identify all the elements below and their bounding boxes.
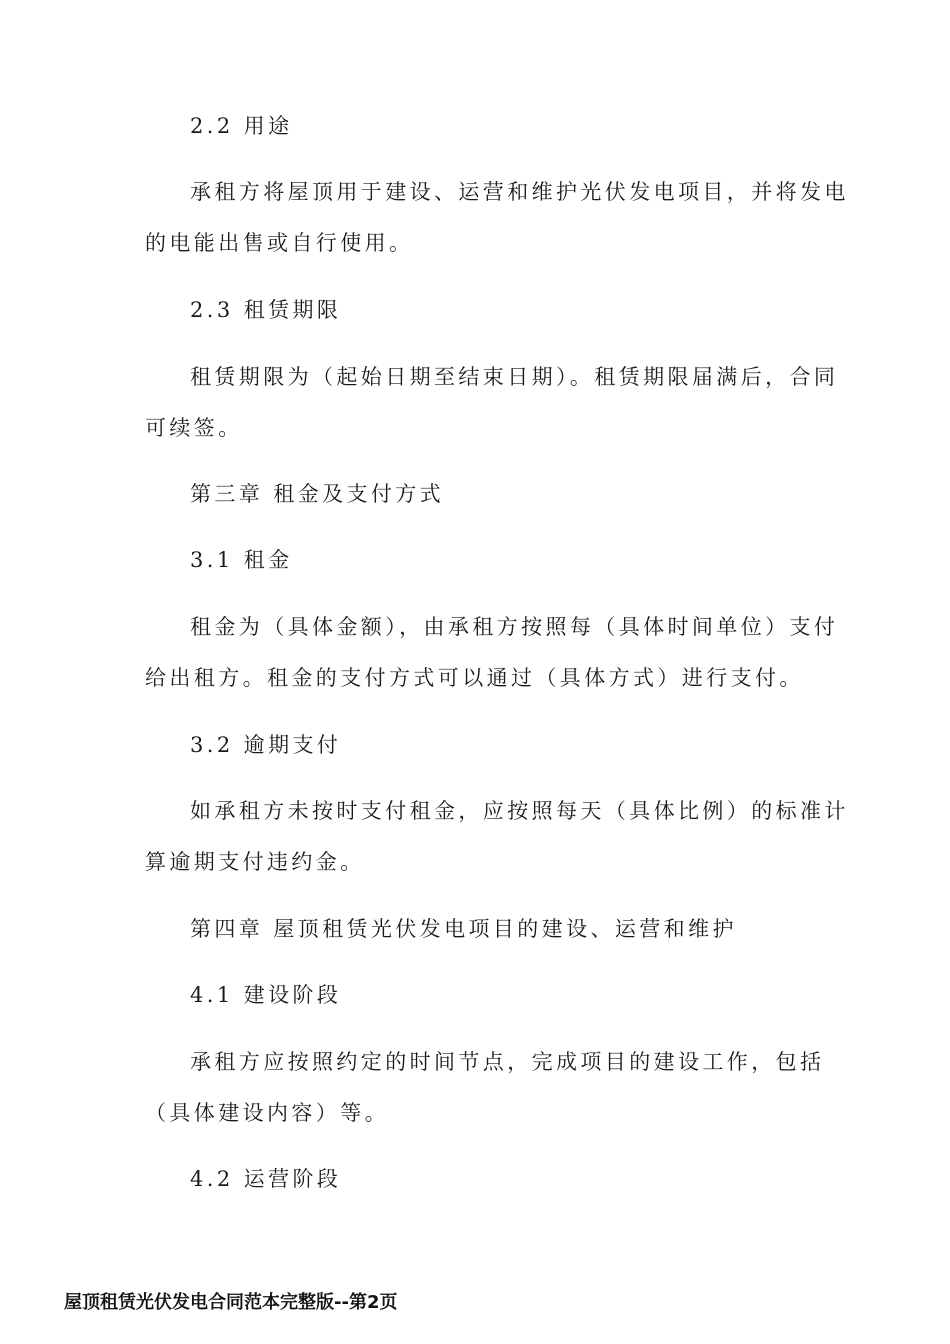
- heading-2-3: 2.3 租赁期限: [190, 298, 342, 322]
- heading-4-2: 4.2 运营阶段: [190, 1167, 342, 1191]
- heading-3-1: 3.1 租金: [190, 548, 293, 572]
- paragraph-line: 租金为（具体金额），由承租方按照每（具体时间单位）支付: [190, 615, 839, 639]
- chapter-4-title: 第四章 屋顶租赁光伏发电项目的建设、运营和维护: [190, 917, 737, 941]
- paragraph-line: 可续签。: [145, 416, 243, 440]
- chapter-3-title: 第三章 租金及支付方式: [190, 482, 445, 506]
- paragraph-line: （具体建设内容）等。: [145, 1101, 389, 1125]
- paragraph-line: 承租方应按照约定的时间节点，完成项目的建设工作，包括: [190, 1050, 825, 1074]
- paragraph-line: 给出租方。租金的支付方式可以通过（具体方式）进行支付。: [145, 666, 804, 690]
- paragraph-line: 如承租方未按时支付租金，应按照每天（具体比例）的标准计: [190, 799, 849, 823]
- page-footer: 屋顶租赁光伏发电合同范本完整版--第2页: [64, 1292, 398, 1313]
- paragraph-line: 算逾期支付违约金。: [145, 850, 365, 874]
- heading-4-1: 4.1 建设阶段: [190, 983, 342, 1007]
- paragraph-line: 承租方将屋顶用于建设、运营和维护光伏发电项目，并将发电: [190, 180, 849, 204]
- paragraph-line: 租赁期限为（起始日期至结束日期）。租赁期限届满后，合同: [190, 365, 839, 389]
- heading-3-2: 3.2 逾期支付: [190, 733, 342, 757]
- heading-2-2: 2.2 用途: [190, 114, 293, 138]
- paragraph-line: 的电能出售或自行使用。: [145, 231, 414, 255]
